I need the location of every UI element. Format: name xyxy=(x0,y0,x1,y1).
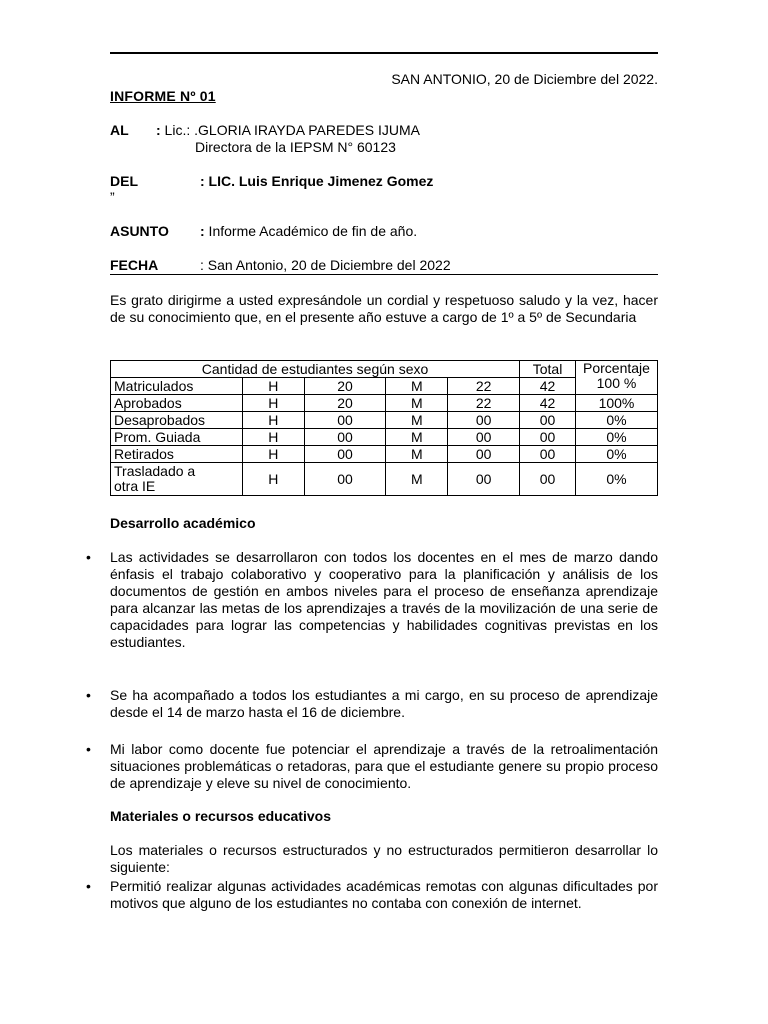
h-cell: H xyxy=(242,463,304,496)
bullet-icon: • xyxy=(86,687,91,703)
del-value: : LIC. Luis Enrique Jimenez Gomez xyxy=(200,173,434,189)
m-cell: M xyxy=(386,463,448,496)
intro-paragraph: Es grato dirigirme a usted expresándole un cordial y respetuoso saludo y la vez, hacer de su conocimiento que, en el presente año estuve a cargo de 1º a 5º de Secundaria xyxy=(110,292,658,325)
total-cell: 42 xyxy=(520,378,576,395)
m-cell: M xyxy=(386,412,448,429)
table-row xyxy=(111,395,658,412)
h-cell: H xyxy=(242,395,304,412)
total-cell: 00 xyxy=(520,463,576,496)
pct-cell: 0% xyxy=(575,412,657,429)
table-row xyxy=(111,378,658,395)
m-cell: M xyxy=(386,378,448,395)
row-label-line1: Trasladado a xyxy=(114,463,196,479)
row-label: Retirados xyxy=(111,446,243,463)
m-value: 22 xyxy=(448,378,520,395)
m-cell: M xyxy=(386,395,448,412)
asunto-label: ASUNTO xyxy=(110,223,169,239)
fecha-label: FECHA xyxy=(110,257,159,273)
bullet-icon: • xyxy=(86,549,91,565)
h-cell: H xyxy=(242,412,304,429)
m-cell: M xyxy=(386,446,448,463)
total-cell: 00 xyxy=(520,446,576,463)
row-label: Prom. Guiada xyxy=(111,429,243,446)
pct-cell: 100% xyxy=(575,395,657,412)
list-item-text: Mi labor como docente fue potenciar el aprendizaje a través de la retroalimentación situaciones problemáticas o retadoras, para que el estudiante genere su propio proceso de aprendizaje y eleve su nivel de conocimiento. xyxy=(110,741,658,791)
materiales-intro: Los materiales o recursos estructurados y no estructurados permitieron desarrollar lo siguiente: xyxy=(110,842,658,875)
report-number: INFORME Nº 01 xyxy=(110,88,216,104)
pct-cell: 0% xyxy=(575,463,657,496)
h-value: 00 xyxy=(304,412,386,429)
bullet-icon: • xyxy=(86,878,91,894)
pct-cell: 0% xyxy=(575,446,657,463)
list-item-text: Se ha acompañado a todos los estudiantes a mi cargo, en su proceso de aprendizaje desde el 14 de marzo hasta el 16 de diciembre. xyxy=(110,687,658,720)
table-row xyxy=(111,446,658,463)
top-rule xyxy=(110,52,658,54)
row-label: Matriculados xyxy=(111,378,243,395)
header-pct: Porcentaje xyxy=(583,360,650,376)
row-label-line2: otra IE xyxy=(114,478,156,494)
bullet-icon: • xyxy=(86,741,91,757)
h-value: 20 xyxy=(304,378,386,395)
field-fecha xyxy=(110,257,451,274)
table-row xyxy=(111,429,658,446)
list-item-text: Las actividades se desarrollaron con todos los docentes en el mes de marzo dando énfasis el trabajo colaborativo y cooperativo para la planificación y análisis de los documentos de gestión en ambos niveles para el proceso de enseñanza aprendizaje para alcanzar las metas de los aprendizajes a través de la movilización de una serie de capacidades para lograr las competencias y habilidades cognitivas previstas en los estudiantes. xyxy=(110,549,658,650)
h-value: 20 xyxy=(304,395,386,412)
students-table xyxy=(110,360,658,496)
row-label xyxy=(111,463,243,496)
total-cell: 42 xyxy=(520,395,576,412)
field-del xyxy=(110,173,433,190)
list-item xyxy=(86,549,658,651)
table-row xyxy=(111,463,658,496)
table-header-row xyxy=(111,361,658,378)
list-item xyxy=(86,741,658,792)
asunto-colon: : xyxy=(200,223,205,239)
h-value: 00 xyxy=(304,463,386,496)
row-label: Desaprobados xyxy=(111,412,243,429)
city-date: SAN ANTONIO, 20 de Diciembre del 2022. xyxy=(391,71,658,87)
table-row xyxy=(111,412,658,429)
h-cell: H xyxy=(242,378,304,395)
field-asunto xyxy=(110,223,417,240)
al-colon: : xyxy=(156,122,161,138)
header-pct-cell xyxy=(575,361,657,395)
pct-cell: 0% xyxy=(575,429,657,446)
section-title-materiales: Materiales o recursos educativos xyxy=(110,808,331,824)
section-title-desarrollo: Desarrollo académico xyxy=(110,515,256,531)
field-al xyxy=(110,122,420,139)
m-value: 00 xyxy=(448,429,520,446)
row-label: Aprobados xyxy=(111,395,243,412)
m-value: 00 xyxy=(448,463,520,496)
list-item xyxy=(86,878,658,912)
al-role: Directora de la IEPSM N° 60123 xyxy=(195,139,396,155)
m-value: 00 xyxy=(448,446,520,463)
total-cell: 00 xyxy=(520,412,576,429)
del-mark: ” xyxy=(110,189,115,205)
m-value: 22 xyxy=(448,395,520,412)
pct-cell: 100 % xyxy=(596,375,637,391)
fecha-rule xyxy=(110,274,658,275)
fecha-value: : San Antonio, 20 de Diciembre del 2022 xyxy=(200,257,451,273)
list-item xyxy=(86,687,658,721)
m-value: 00 xyxy=(448,412,520,429)
list-item-text: Permitió realizar algunas actividades académicas remotas con algunas dificultades por motivos que alguno de los estudiantes no contaba con conexión de internet. xyxy=(110,878,658,911)
h-cell: H xyxy=(242,446,304,463)
del-label: DEL xyxy=(110,173,138,189)
h-cell: H xyxy=(242,429,304,446)
h-value: 00 xyxy=(304,429,386,446)
header-total: Total xyxy=(520,361,576,378)
asunto-value: Informe Académico de fin de año. xyxy=(204,223,418,239)
total-cell: 00 xyxy=(520,429,576,446)
header-sexo: Cantidad de estudiantes según sexo xyxy=(111,361,520,378)
h-value: 00 xyxy=(304,446,386,463)
m-cell: M xyxy=(386,429,448,446)
al-label: AL xyxy=(110,122,129,138)
al-name: Lic.: .GLORIA IRAYDA PAREDES IJUMA xyxy=(160,122,420,138)
